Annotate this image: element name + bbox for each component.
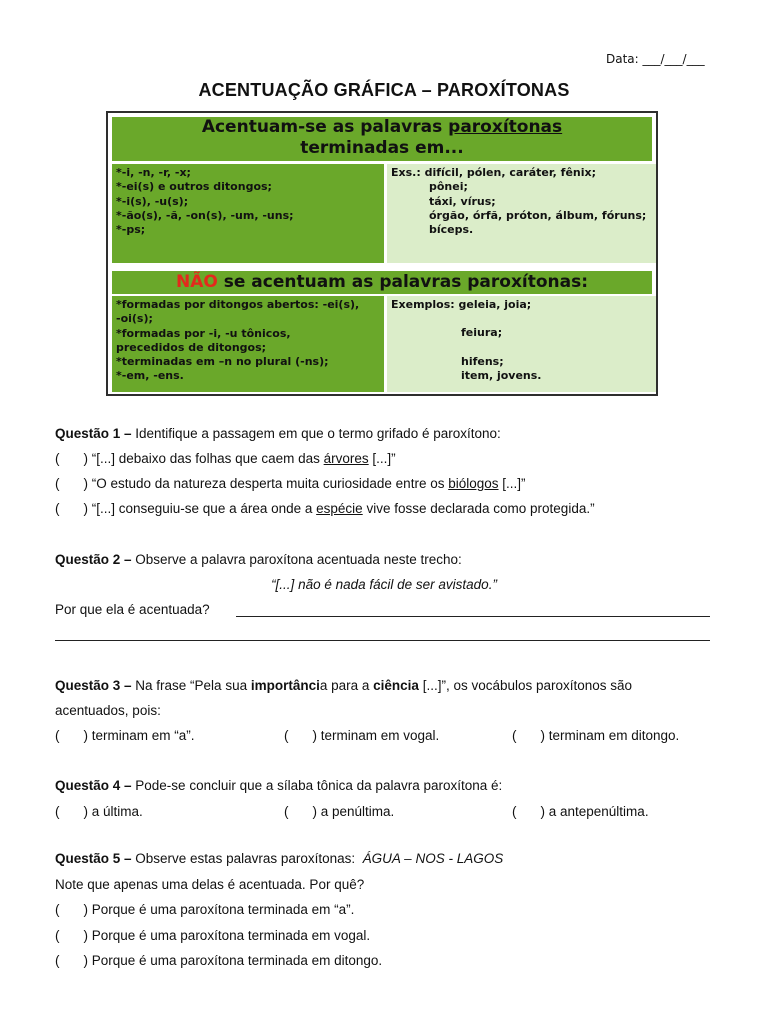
checkbox-paren: ( (55, 804, 60, 819)
accent-rule-item: *-ps; (116, 223, 146, 237)
question-1-option-b[interactable]: ( ) “O estudo da natureza desperta muita curiosidade entre os biólogos [...]” (55, 476, 526, 491)
accent-example-item: bíceps. (429, 223, 474, 237)
rules-header-underlined: paroxítonas (448, 117, 563, 137)
answer-line[interactable] (55, 640, 710, 641)
question-2-quote: “[...] não é nada fácil de ser avistado.” (271, 577, 497, 592)
no-accent-examples-cell (387, 296, 656, 392)
checkbox-paren: ( (55, 728, 60, 743)
option-text: vive fosse declarada como protegida.” (362, 501, 595, 516)
checkbox-paren: ( (512, 804, 517, 819)
accent-rule-item: *-i, -n, -r, -x; (116, 166, 191, 179)
accent-examples-cell (387, 164, 656, 263)
question-2-label: Questão 2 – (55, 552, 132, 567)
no-accent-header-rest: se acentuam as palavras paroxítonas: (217, 272, 589, 292)
no-accent-rule-item: precedidos de ditongos; (116, 340, 267, 354)
accent-rule-item: *-ão(s), -ã, -on(s), -um, -uns; (116, 208, 294, 222)
accent-example-item: órgão, órfã, próton, álbum, fóruns; (429, 208, 647, 222)
option-text: [...]” (498, 476, 526, 491)
option-underlined-word: espécie (316, 501, 363, 516)
no-accent-rules-cell (112, 296, 384, 392)
option-text: ) a última. (83, 804, 143, 819)
question-5-line2: Note que apenas uma delas é acentuada. Por quê? (55, 877, 365, 892)
question-4 (55, 778, 502, 794)
question-4-text: Pode-se concluir que a sílaba tônica da palavra paroxítona é: (131, 778, 503, 793)
question-4-label: Questão 4 – (55, 778, 132, 793)
checkbox-paren: ( (512, 728, 517, 743)
question-1-label: Questão 1 – (55, 426, 132, 441)
rules-header-pre: Acentuam-se as palavras (201, 117, 449, 137)
question-4-option-a[interactable] (55, 804, 143, 819)
accent-example-item: pônei; (429, 180, 468, 194)
question-3-bold-word: ciência (373, 678, 419, 693)
accent-rules-cell (112, 164, 384, 263)
question-3 (55, 678, 632, 694)
option-underlined-word: biólogos (448, 476, 499, 491)
rules-box (106, 111, 658, 396)
checkbox-paren: ( (55, 451, 60, 466)
question-5-option-c[interactable] (55, 953, 382, 968)
accent-example-item: Exs.: difícil, pólen, caráter, fênix; (391, 166, 597, 179)
checkbox-paren: ( (55, 928, 60, 943)
question-3-text: Na frase “Pela sua (131, 678, 251, 693)
option-text: “[...] conseguiu-se que a área onde a (91, 501, 317, 516)
checkbox-paren: ( (55, 953, 60, 968)
question-5 (55, 851, 503, 867)
checkbox-paren: ( (284, 728, 289, 743)
accent-rule-item: *-ei(s) e outros ditongos; (116, 180, 272, 194)
checkbox-paren: ( (55, 476, 60, 491)
question-5-option-a[interactable] (55, 902, 354, 917)
question-3-text: [...]”, os vocábulos paroxítonos são (418, 678, 633, 693)
question-2 (55, 552, 462, 568)
option-text: “O estudo da natureza desperta muita curiosidade entre os (91, 476, 449, 491)
answer-line[interactable] (236, 616, 710, 617)
no-accent-header-red: NÃO (175, 272, 218, 292)
option-text: ) Porque é uma paroxítona terminada em vogal. (83, 928, 371, 943)
question-3-option-c[interactable] (512, 728, 679, 743)
checkbox-paren: ( (284, 804, 289, 819)
option-text: ) Porque é uma paroxítona terminada em ditongo. (83, 953, 383, 968)
question-3-text: a para a (319, 678, 374, 693)
accent-rule-item: *-i(s), -u(s); (116, 194, 189, 208)
option-underlined-word: árvores (323, 451, 369, 466)
option-text: ) terminam em “a”. (83, 728, 195, 743)
question-5-words: ÁGUA – NOS - LAGOS (362, 851, 504, 866)
question-4-option-b[interactable] (284, 804, 394, 819)
question-1-option-a[interactable]: ( ) “[...] debaixo das folhas que caem das árvores [...]” (55, 451, 396, 466)
question-3-option-b[interactable] (284, 728, 439, 743)
no-accent-rule-item: *-em, -ens. (116, 369, 184, 383)
question-1-text: Identifique a passagem em que o termo grifado é paroxítono: (131, 426, 501, 441)
rules-header (112, 117, 652, 161)
no-accent-rule-item: -oi(s); (116, 312, 153, 326)
option-text: ) terminam em ditongo. (540, 728, 680, 743)
no-accent-example-label: Exemplos: geleia, joia; (391, 298, 532, 311)
question-3-line2: acentuados, pois: (55, 703, 161, 718)
date-field: Data: ___/___/___ (606, 52, 705, 66)
question-3-label: Questão 3 – (55, 678, 132, 693)
option-text: ) terminam em vogal. (312, 728, 440, 743)
page-title: ACENTUAÇÃO GRÁFICA – PAROXÍTONAS (198, 80, 570, 100)
option-text: ) Porque é uma paroxítona terminada em “a”. (83, 902, 355, 917)
question-3-option-a[interactable] (55, 728, 195, 743)
question-5-text: Observe estas palavras paroxítonas: (131, 851, 356, 866)
option-text: [...]” (368, 451, 396, 466)
question-1 (55, 426, 501, 442)
question-3-bold-word: importânci (250, 678, 320, 693)
no-accent-rule-item: *formadas por ditongos abertos: -ei(s), (116, 298, 360, 311)
accent-example-item: táxi, vírus; (429, 194, 496, 208)
question-5-label: Questão 5 – (55, 851, 132, 866)
checkbox-paren: ( (55, 902, 60, 917)
question-2-ask: Por que ela é acentuada? (55, 602, 210, 617)
no-accent-example-item: item, jovens. (461, 368, 542, 382)
question-5-option-b[interactable] (55, 928, 370, 943)
option-text: ) a antepenúltima. (540, 804, 649, 819)
question-1-option-c[interactable]: ( ) “[...] conseguiu-se que a área onde a espécie vive fosse declarada como protegida.” (55, 501, 595, 516)
option-text: ) a penúltima. (312, 804, 395, 819)
no-accent-header (112, 271, 652, 294)
question-4-option-c[interactable] (512, 804, 649, 819)
no-accent-rule-item: *terminadas em –n no plural (-ns); (116, 355, 329, 369)
no-accent-example-item: feiura; (461, 326, 503, 340)
question-2-text: Observe a palavra paroxítona acentuada neste trecho: (131, 552, 462, 567)
rules-header-line2: terminadas em... (300, 138, 464, 158)
no-accent-example-item: hifens; (461, 354, 504, 368)
checkbox-paren: ( (55, 501, 60, 516)
option-text: “[...] debaixo das folhas que caem das (91, 451, 324, 466)
no-accent-rule-item: *formadas por -i, -u tônicos, (116, 326, 291, 340)
